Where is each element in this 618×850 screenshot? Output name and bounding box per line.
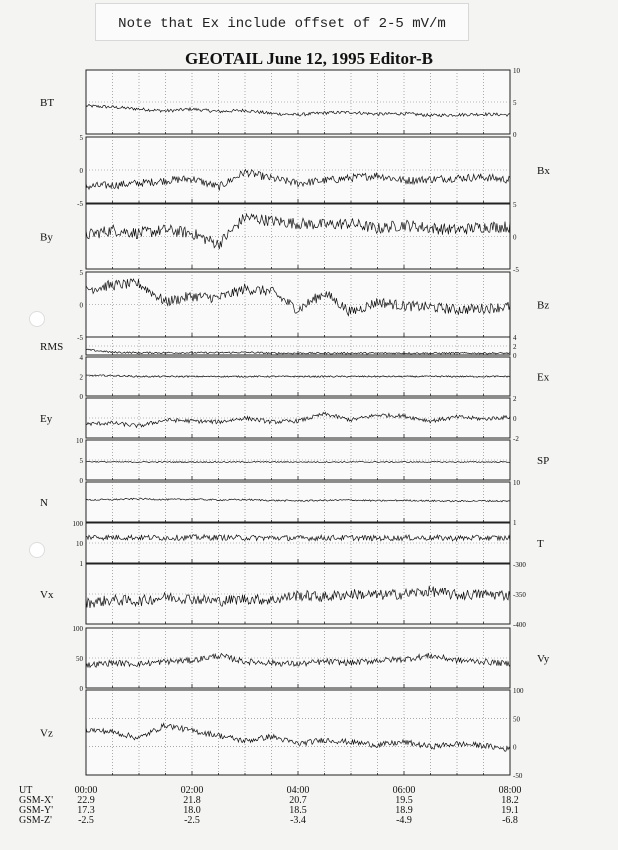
y-tick-label-bt: 0 <box>513 131 517 139</box>
y-tick-label-rms: 4 <box>513 334 517 342</box>
panel-label-bt: BT <box>40 97 55 109</box>
gsm-y-value: 18.0 <box>183 805 201 816</box>
y-tick-label-bx: -5 <box>77 200 83 208</box>
y-tick-label-vx: -400 <box>513 621 526 629</box>
y-tick-label-rms: 2 <box>513 343 517 351</box>
panel-label-t: T <box>537 538 544 550</box>
gsm-z-value: -2.5 <box>184 815 200 826</box>
y-tick-label-vx: -350 <box>513 591 526 599</box>
gsm-z-value: -4.9 <box>396 815 412 826</box>
panel-label-vz: Vz <box>40 727 53 740</box>
y-tick-label-vz: 0 <box>513 743 517 752</box>
panel-label-sp: SP <box>537 455 550 467</box>
y-tick-label-ey: 0 <box>513 415 517 423</box>
x-tick-label: 00:00 <box>74 785 98 796</box>
panel-label-ey: Ey <box>40 413 53 425</box>
gsm-y-value: 19.1 <box>501 805 519 816</box>
y-tick-label-n: 1 <box>513 519 517 527</box>
y-tick-label-bz: 0 <box>79 301 83 310</box>
y-tick-label-ey: -2 <box>513 435 519 443</box>
y-tick-label-vz: 100 <box>513 687 524 695</box>
y-tick-label-bt: 5 <box>513 99 517 107</box>
gsm-y-value: 17.3 <box>77 805 95 816</box>
y-tick-label-ey: 2 <box>513 395 517 403</box>
y-tick-label-ex: 4 <box>79 354 83 362</box>
panel-label-vy: Vy <box>537 653 550 665</box>
y-tick-label-vz: -50 <box>513 772 523 780</box>
gsm-x-value: 21.8 <box>183 795 201 806</box>
x-tick-label: 08:00 <box>498 785 522 796</box>
gsm-x-value: 19.5 <box>395 795 413 806</box>
x-tick-label: 06:00 <box>392 785 416 796</box>
y-tick-label-vy: 50 <box>76 655 83 663</box>
panel-label-bx: Bx <box>537 165 550 177</box>
panel-label-n: N <box>40 497 48 509</box>
y-tick-label-vz: 50 <box>513 715 520 724</box>
y-tick-label-t: 1 <box>79 560 83 568</box>
y-tick-label-bt: 10 <box>513 67 520 75</box>
y-tick-label-sp: 5 <box>79 457 83 465</box>
gsm-x-value: 22.9 <box>77 795 95 806</box>
label-gsm-x: GSM-X' <box>19 795 54 806</box>
x-tick-label: 02:00 <box>180 785 204 796</box>
y-tick-label-t: 100 <box>72 520 83 528</box>
y-tick-label-t: 10 <box>76 540 83 548</box>
gsm-x-value: 20.7 <box>289 795 307 806</box>
offset-note: Note that Ex include offset of 2-5 mV/m <box>95 3 469 41</box>
y-tick-label-n: 10 <box>513 479 520 487</box>
panel-label-by: By <box>40 231 53 244</box>
x-tick-label: 04:00 <box>286 785 310 796</box>
panel-label-ex: Ex <box>537 371 550 384</box>
label-gsm-y: GSM-Y' <box>19 805 54 816</box>
gsm-y-value: 18.5 <box>289 805 307 816</box>
y-tick-label-by: 0 <box>513 233 517 242</box>
y-tick-label-ex: 2 <box>79 373 83 382</box>
y-tick-label-vy: 0 <box>79 685 83 693</box>
gsm-z-value: -3.4 <box>290 815 306 826</box>
panel-label-bz: Bz <box>537 299 550 312</box>
gsm-z-value: -6.8 <box>502 815 518 826</box>
label-ut: UT <box>19 785 33 796</box>
y-tick-label-by: 5 <box>513 201 517 209</box>
y-tick-label-by: -5 <box>513 266 519 274</box>
y-tick-label-ex: 0 <box>79 393 83 401</box>
gsm-x-value: 18.2 <box>501 795 519 806</box>
chart-title: GEOTAIL June 12, 1995 Editor-B <box>185 49 433 68</box>
y-tick-label-bx: 0 <box>79 167 83 175</box>
gsm-y-value: 18.9 <box>395 805 413 816</box>
y-tick-label-bz: 5 <box>79 269 83 277</box>
panel-label-rms: RMS <box>40 341 64 353</box>
y-tick-label-bx: 5 <box>79 134 83 142</box>
y-tick-label-vy: 100 <box>72 625 83 633</box>
label-gsm-z: GSM-Z' <box>19 815 52 826</box>
panel-label-vx: Vx <box>40 589 54 601</box>
gsm-z-value: -2.5 <box>78 815 94 826</box>
y-tick-label-rms: 0 <box>513 352 517 360</box>
y-tick-label-bz: -5 <box>77 334 83 342</box>
y-tick-label-sp: 10 <box>76 437 83 445</box>
y-tick-label-sp: 0 <box>79 477 83 485</box>
y-tick-label-vx: -300 <box>513 561 526 569</box>
